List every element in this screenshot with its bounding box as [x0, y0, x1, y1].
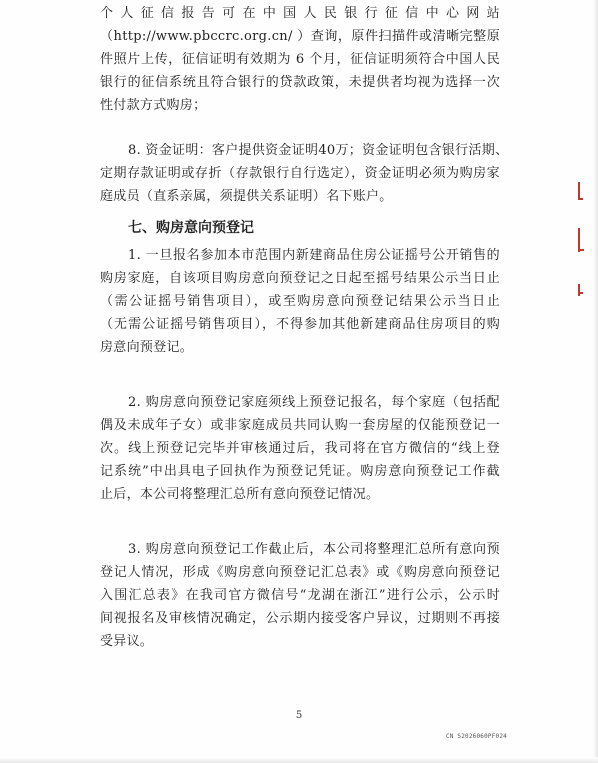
text-line: （需公证摇号销售项目），或至购房意向预登记结果公示当日止: [100, 294, 500, 309]
text-line: 1. 一旦报名参加本市范围内新建商品住房公证摇号公开销售的: [128, 248, 500, 263]
text-line: 偶及未成年子女）或非家庭成员共同认购一套房屋的仅能预登记一: [100, 418, 500, 433]
document-code: CN S2026060PF024: [446, 733, 507, 740]
text-line: （无需公证摇号销售项目），不得参加其他新建商品住房项目的购: [100, 317, 500, 332]
text-line: 2. 购房意向预登记家庭须线上预登记报名，每个家庭（包括配: [128, 395, 500, 410]
text-line: （http://www.pbccrc.org.cn/ ）查询，原件扫描件或清晰完整原: [100, 29, 500, 44]
paragraph-item-3: [100, 538, 500, 653]
text-line: 银行的征信系统且符合银行的贷款政策，未提供者均视为选择一次: [100, 75, 500, 90]
paragraph-item-1: [100, 244, 500, 359]
text-line: 房意向预登记。: [100, 340, 194, 355]
paragraph-credit-report: [100, 2, 500, 117]
text-line: 购房家庭，自该项目购房意向预登记之日起至摇号结果公示当日止: [100, 271, 500, 286]
text-line: 止后，本公司将整理汇总所有意向预登记情况。: [100, 487, 380, 502]
seam-stamp-mark: [578, 198, 583, 200]
text-line: 庭成员（直系亲属，须提供关系证明）名下账户。: [100, 189, 393, 204]
text-line: 次。线上预登记完毕并审核通过后，我司将在官方微信的“线上登: [100, 441, 500, 456]
page-edge-shadow: [593, 0, 598, 763]
section-heading-block: [100, 216, 500, 240]
text-line: 登记人情况，形成《购房意向预登记汇总表》或《购房意向预登记: [100, 565, 500, 580]
text-line: 3. 购房意向预登记工作截止后，本公司将整理汇总所有意向预: [128, 542, 500, 557]
paragraph-item-2: [100, 391, 500, 506]
text-line: 定期存款证明或存折（存款银行自行选定），资金证明必须为购房家: [100, 166, 500, 181]
page-number: 5: [295, 710, 303, 721]
text-line: 8. 资金证明：客户提供资金证明40万；资金证明包含银行活期、: [128, 143, 509, 158]
seam-stamp-mark: [578, 249, 584, 251]
page-bottom-shadow: [0, 757, 598, 763]
text-line: 件照片上传，征信证明有效期为 6 个月，征信证明须符合中国人民: [100, 52, 500, 67]
section-heading: 七、购房意向预登记: [128, 220, 254, 236]
text-line: 个人征信报告可在中国人民银行征信中心网站: [100, 6, 500, 21]
paragraph-fund-proof: [100, 139, 509, 208]
text-line: 受异议。: [100, 634, 154, 649]
seam-stamp-mark: [578, 292, 583, 294]
text-line: 记系统”中出具电子回执作为预登记凭证。购房意向预登记工作截: [100, 464, 500, 479]
text-line: 入围汇总表》在我司官方微信号“龙湖在浙江”进行公示，公示时: [100, 588, 500, 603]
seam-stamp-mark: [578, 284, 580, 296]
text-line: 间视报名及审核情况确定，公示期内接受客户异议，过期则不再接: [100, 611, 500, 626]
text-line: 性付款方式购房；: [100, 98, 207, 113]
